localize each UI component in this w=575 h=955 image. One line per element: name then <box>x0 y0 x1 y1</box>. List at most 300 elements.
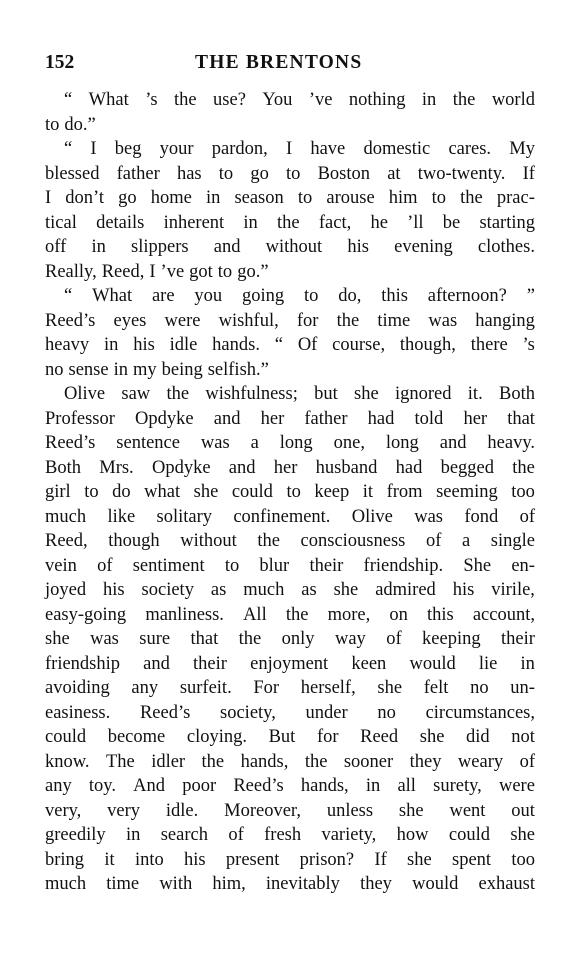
text-line <box>45 676 535 701</box>
word: sentence <box>116 433 180 453</box>
text-line <box>45 529 535 554</box>
word: You <box>262 90 293 110</box>
word: en- <box>511 555 535 576</box>
word: do.” <box>64 114 96 135</box>
word: of <box>228 825 244 845</box>
word: as <box>210 580 227 600</box>
word: out <box>511 800 535 821</box>
word: and <box>213 408 241 429</box>
word: from <box>386 482 423 502</box>
text-line <box>45 505 535 530</box>
text-line <box>45 725 535 750</box>
word: Opdyke <box>151 457 211 478</box>
word: though <box>108 531 160 551</box>
word: tical <box>45 212 77 233</box>
word: much <box>243 580 285 600</box>
word: vein <box>45 555 77 576</box>
page-header <box>45 52 535 78</box>
word: to <box>217 261 233 282</box>
word: easy-going <box>45 604 127 625</box>
word: slippers <box>131 237 189 257</box>
word: were <box>164 310 201 331</box>
word: got <box>189 261 213 282</box>
word: toy. <box>88 776 116 796</box>
word: did <box>466 727 490 747</box>
word: like <box>107 506 136 527</box>
word: in <box>113 359 128 380</box>
word: the <box>512 457 535 478</box>
word: a <box>250 433 259 453</box>
word: Mrs. <box>99 457 134 478</box>
body-text <box>45 88 535 897</box>
text-line <box>45 872 535 897</box>
word: his <box>452 580 475 600</box>
word: to <box>286 482 301 502</box>
word: in <box>520 653 535 674</box>
text-line <box>45 750 535 775</box>
text-line <box>45 823 535 848</box>
word: inevitably <box>265 874 340 894</box>
running-head: THE BRENTONS <box>195 52 363 73</box>
text-line <box>45 137 535 162</box>
word: the <box>238 629 262 649</box>
word: and <box>213 237 241 257</box>
word: too <box>511 849 535 870</box>
word: I <box>45 188 52 208</box>
text-line <box>45 407 535 432</box>
text-line <box>45 284 535 309</box>
word: and <box>143 653 170 674</box>
word: domestic <box>363 139 431 159</box>
word: my <box>132 359 157 380</box>
word: circumstances, <box>425 702 535 723</box>
word: went <box>449 800 486 821</box>
word: exhaust <box>478 874 535 894</box>
word: eyes <box>113 310 147 331</box>
word: father <box>304 408 348 429</box>
word: to <box>224 555 240 576</box>
word: cloying. <box>186 727 247 747</box>
word: I <box>149 261 156 282</box>
word: Reed’s <box>139 702 191 723</box>
word: she <box>407 849 432 870</box>
word: husband <box>315 457 378 478</box>
word: no <box>45 359 64 380</box>
word: to <box>84 482 99 502</box>
word: consciousness <box>300 531 406 551</box>
word: their <box>193 653 227 674</box>
word: solitary <box>156 506 213 527</box>
word: off <box>45 237 67 257</box>
word: the <box>173 90 197 110</box>
word: at <box>387 163 401 184</box>
word: keeping <box>422 629 481 649</box>
word: you <box>194 286 223 306</box>
word: to <box>431 188 447 208</box>
word: surfeit. <box>179 678 232 698</box>
word: Moreover, <box>224 800 301 821</box>
word: confinement. <box>233 506 331 527</box>
word: enjoyment <box>250 653 329 674</box>
word: variety, <box>321 825 377 845</box>
word: any <box>131 678 159 698</box>
text-line <box>45 431 535 456</box>
word: starting <box>479 212 535 233</box>
page-number: 152 <box>45 52 75 73</box>
word: the <box>257 531 280 551</box>
word: sentiment <box>132 555 205 576</box>
word: she <box>193 482 219 502</box>
word: idle <box>169 335 198 355</box>
word: they <box>409 751 442 772</box>
word: fact, <box>318 212 352 233</box>
word: without <box>265 237 323 257</box>
text-line <box>45 162 535 187</box>
word: “ <box>64 90 73 110</box>
word: of <box>386 629 402 649</box>
word: has <box>176 163 202 184</box>
word: evening <box>394 237 453 257</box>
word: go <box>118 188 137 208</box>
word: the <box>201 751 225 772</box>
word: had <box>395 457 423 478</box>
word: as <box>301 580 317 600</box>
word: pardon, <box>211 139 268 159</box>
word: too <box>511 482 535 502</box>
word: heavy. <box>487 433 535 453</box>
word: to <box>45 114 60 135</box>
word: this <box>426 604 454 625</box>
text-line <box>45 333 535 358</box>
word: course, <box>332 335 386 355</box>
word: “ <box>64 286 73 306</box>
word: any <box>45 776 72 796</box>
word: under <box>305 702 348 723</box>
word: in <box>421 90 437 110</box>
word: what <box>144 482 181 502</box>
word: “ <box>274 335 283 355</box>
word: be <box>442 212 461 233</box>
word: no <box>470 678 489 698</box>
word: he <box>370 212 388 233</box>
word: Reed, <box>45 531 88 551</box>
word: I <box>90 139 97 159</box>
word: blessed <box>45 163 100 184</box>
word: the <box>304 751 328 772</box>
text-line <box>45 235 535 260</box>
word: use? <box>213 90 246 110</box>
word: much <box>45 874 87 894</box>
word: nothing <box>348 90 406 110</box>
word: ’s <box>145 90 158 110</box>
word: very <box>107 800 141 821</box>
word: could <box>45 727 87 747</box>
word: to <box>286 163 301 184</box>
word: blur <box>259 555 290 576</box>
word: Professor <box>45 408 115 429</box>
word: avoiding <box>45 678 110 698</box>
word: selfish.” <box>207 359 269 380</box>
word: un- <box>510 678 535 698</box>
text-line <box>45 480 535 505</box>
word: become <box>107 727 166 747</box>
word: unless <box>326 800 374 821</box>
word: seeming <box>436 482 498 502</box>
word: her <box>463 408 488 429</box>
word: society <box>141 580 194 600</box>
word: long <box>385 433 419 453</box>
word: the <box>285 604 309 625</box>
word: time <box>106 874 140 894</box>
word: she <box>45 629 70 649</box>
word: felt <box>423 678 449 698</box>
word: your <box>159 139 194 159</box>
word: herself, <box>300 678 356 698</box>
word: For <box>253 678 280 698</box>
text-line <box>45 701 535 726</box>
text-line <box>45 848 535 873</box>
word: going <box>242 286 285 306</box>
text-line <box>45 652 535 677</box>
word: all <box>397 776 416 796</box>
word: weary <box>457 751 504 772</box>
word: it <box>362 482 374 502</box>
text-line <box>45 113 535 138</box>
word: inherent <box>163 212 225 233</box>
word: account, <box>472 604 535 625</box>
word: she <box>333 580 359 600</box>
word: have <box>310 139 346 159</box>
word: the <box>277 212 300 233</box>
word: much <box>45 506 87 527</box>
word: prac- <box>496 188 535 208</box>
word: details <box>96 212 145 233</box>
word: her <box>260 408 285 429</box>
word: greedily <box>45 825 106 845</box>
word: the <box>166 384 190 404</box>
text-line <box>45 309 535 334</box>
word: father <box>116 163 160 184</box>
word: I <box>285 139 293 159</box>
word: ignored <box>395 384 452 404</box>
word: him <box>388 188 418 208</box>
word: him, <box>212 874 246 894</box>
word: ’ve <box>308 90 333 110</box>
word: fond <box>464 506 499 527</box>
word: go <box>250 163 269 184</box>
word: ’s <box>522 335 535 355</box>
word: hands. <box>212 335 260 355</box>
word: and <box>228 457 256 478</box>
word: hands, <box>300 776 349 796</box>
text-line <box>45 260 535 285</box>
word: that <box>190 629 219 649</box>
word: she <box>354 384 379 404</box>
text-line <box>45 774 535 799</box>
word: hands, <box>240 751 289 772</box>
word: that <box>507 408 535 429</box>
word: society, <box>220 702 276 723</box>
word: prison? <box>299 849 355 870</box>
word: Reed’s <box>45 310 96 331</box>
word: they <box>360 874 392 894</box>
text-line <box>45 554 535 579</box>
word: would <box>412 874 459 894</box>
word: Olive <box>351 506 393 527</box>
word: way <box>334 629 366 649</box>
word: time <box>377 310 411 331</box>
word: And <box>133 776 166 796</box>
word: Reed <box>360 727 399 747</box>
word: do <box>112 482 131 502</box>
word: clothes. <box>477 237 535 257</box>
word: idler <box>151 751 186 772</box>
word: If <box>374 849 387 870</box>
word: it. <box>467 384 483 404</box>
word: admired <box>375 580 436 600</box>
word: being <box>161 359 203 380</box>
word: it <box>104 849 115 870</box>
word: Really, <box>45 261 97 282</box>
word: fresh <box>264 825 302 845</box>
text-line <box>45 799 535 824</box>
word: she <box>510 825 535 845</box>
word: the <box>460 188 483 208</box>
word: this <box>381 286 408 306</box>
word: single <box>490 531 535 551</box>
word: Boston <box>317 163 371 184</box>
word: know. <box>45 751 90 772</box>
text-line <box>45 603 535 628</box>
word: and <box>439 433 467 453</box>
word: very, <box>45 800 82 821</box>
word: in <box>91 237 106 257</box>
word: idle. <box>165 800 199 821</box>
word: beg <box>114 139 142 159</box>
word: without <box>180 531 237 551</box>
word: no <box>377 702 396 723</box>
word: begged <box>440 457 495 478</box>
text-line <box>45 382 535 407</box>
word: long <box>279 433 313 453</box>
word: was <box>200 433 230 453</box>
word: Reed’s <box>45 433 96 453</box>
text-line <box>45 358 535 383</box>
word: how <box>396 825 429 845</box>
word: keen <box>351 653 387 674</box>
word: to <box>218 163 234 184</box>
word: saw <box>121 384 151 404</box>
word: sense <box>68 359 109 380</box>
word: two-twenty. <box>417 163 506 184</box>
word: told <box>414 408 444 429</box>
word: of <box>519 506 535 527</box>
text-line <box>45 88 535 113</box>
word: there <box>470 335 508 355</box>
word: The <box>105 751 135 772</box>
word: heavy <box>45 335 90 355</box>
word: her <box>273 457 298 478</box>
text-line <box>45 456 535 481</box>
word: she <box>377 678 403 698</box>
word: for <box>296 310 319 331</box>
word: his <box>103 580 125 600</box>
word: She <box>463 555 492 576</box>
word: the <box>336 310 360 331</box>
word: cares. <box>448 139 492 159</box>
word: do, <box>338 286 362 306</box>
word: his <box>347 237 369 257</box>
word: girl <box>45 482 71 502</box>
word: not <box>511 727 535 747</box>
word: friendship. <box>363 555 444 576</box>
word: My <box>509 139 535 159</box>
word: in <box>125 825 141 845</box>
word: their <box>309 555 344 576</box>
word: hanging <box>475 310 535 331</box>
word: easiness. <box>45 702 111 723</box>
word: in <box>365 776 381 796</box>
word: was <box>90 629 119 649</box>
word: of <box>97 555 113 576</box>
text-line <box>45 627 535 652</box>
word: in <box>243 212 258 233</box>
word: more, <box>327 604 371 625</box>
word: though, <box>399 335 456 355</box>
word: a <box>461 531 471 551</box>
word: joyed <box>45 580 87 600</box>
word: season <box>234 188 284 208</box>
word: go.” <box>237 261 269 282</box>
word: Of <box>297 335 318 355</box>
word: one, <box>333 433 365 453</box>
word: in <box>205 188 221 208</box>
word: ” <box>526 286 535 306</box>
word: keep <box>314 482 350 502</box>
word: sooner <box>343 751 394 772</box>
word: of <box>425 531 442 551</box>
word: for <box>316 727 339 747</box>
text-line <box>45 186 535 211</box>
word: were <box>498 776 535 796</box>
word: with <box>159 874 193 894</box>
word: Reed’s <box>233 776 284 796</box>
word: afternoon? <box>427 286 507 306</box>
word: was <box>428 310 458 331</box>
word: present <box>225 849 280 870</box>
word: Both <box>45 457 81 478</box>
word: was <box>414 506 443 527</box>
word: “ <box>64 139 73 159</box>
word: of <box>519 751 535 772</box>
word: surety, <box>433 776 482 796</box>
word: What <box>92 286 133 306</box>
word: she <box>398 800 424 821</box>
word: only <box>281 629 315 649</box>
word: on <box>389 604 408 625</box>
word: friendship <box>45 653 121 674</box>
word: What <box>88 90 129 110</box>
word: sure <box>139 629 171 649</box>
word: Both <box>498 384 535 404</box>
text-line <box>45 211 535 236</box>
word: she <box>419 727 445 747</box>
word: had <box>367 408 395 429</box>
word: Reed, <box>101 261 145 282</box>
word: If <box>522 163 535 184</box>
word: virile, <box>491 580 535 600</box>
word: lie <box>478 653 498 674</box>
